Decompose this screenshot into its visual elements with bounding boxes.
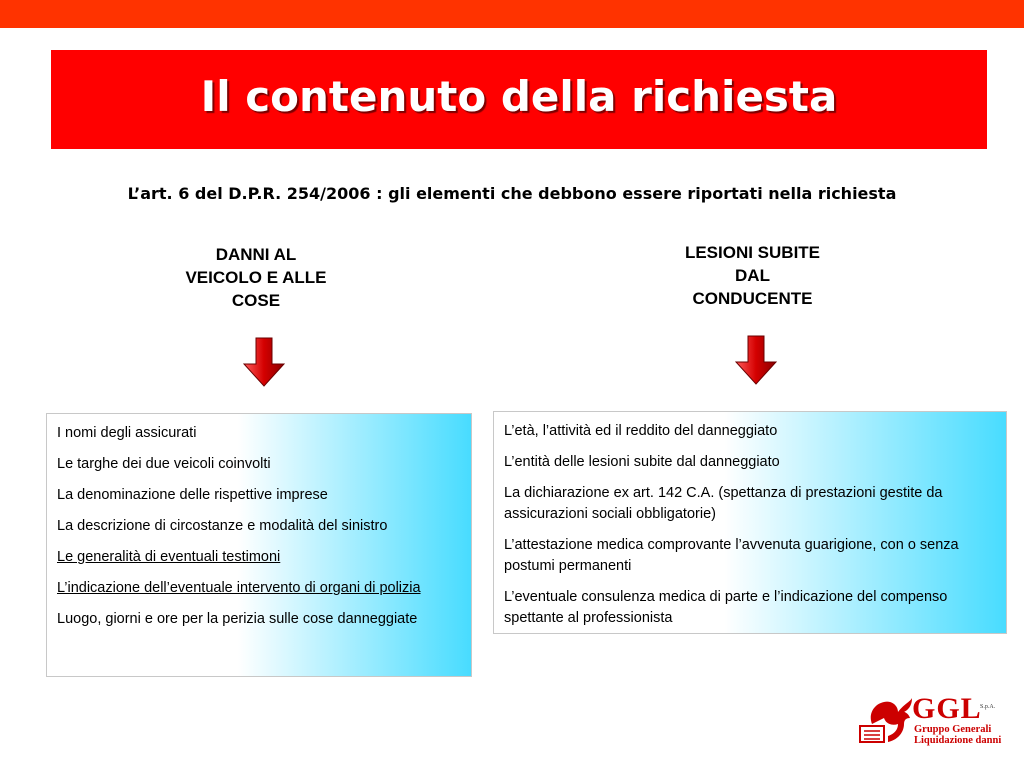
list-item: L’entità delle lesioni subite dal danneggiato (504, 454, 780, 470)
heading-line: LESIONI SUBITE (684, 243, 821, 262)
heading-line: CONDUCENTE (692, 289, 813, 308)
list-item: Le generalità di eventuali testimoni (57, 549, 281, 565)
left-elements-box (46, 413, 472, 677)
down-arrow-icon (243, 337, 285, 387)
down-arrow-icon (735, 335, 777, 385)
logo-mark: GGL (912, 692, 982, 725)
list-item: Luogo, giorni e ore per la perizia sulle cose danneggiate (57, 611, 418, 627)
ggl-logo (858, 692, 1004, 748)
logo-line-1: Gruppo Generali (914, 724, 992, 735)
list-item: La descrizione di circostanze e modalità del sinistro (57, 518, 388, 534)
list-item: L’indicazione dell’eventuale intervento di organi di polizia (57, 580, 421, 596)
list-item: La dichiarazione ex art. 142 C.A. (spettanza di prestazioni gestite da assicurazioni sociali obbligatorie) (504, 485, 943, 522)
heading-line: COSE (231, 291, 281, 310)
heading-line: VEICOLO E ALLE (185, 268, 327, 287)
list-item: L’eventuale consulenza medica di parte e l’indicazione del compenso spettante al professionista (504, 589, 948, 626)
list-item: La denominazione delle rispettive imprese (57, 487, 328, 503)
heading-line: DAL (735, 266, 770, 285)
slide-subtitle: L’art. 6 del D.P.R. 254/2006 : gli elementi che debbono essere riportati nella richiesta (127, 184, 897, 203)
right-elements-box (493, 411, 1007, 634)
list-item: L’età, l’attività ed il reddito del danneggiato (504, 423, 778, 439)
slide-title: Il contenuto della richiesta (200, 72, 838, 121)
title-banner (51, 50, 987, 149)
logo-suffix: S.p.A. (980, 704, 996, 710)
logo-line-2: Liquidazione danni (914, 735, 1002, 746)
heading-line: DANNI AL (215, 245, 297, 264)
top-accent-stripe (0, 0, 1024, 28)
right-column-heading (660, 241, 845, 310)
list-item: Le targhe dei due veicoli coinvolti (57, 456, 271, 472)
list-item: I nomi degli assicurati (57, 425, 197, 441)
list-item: L’attestazione medica comprovante l’avvenuta guarigione, con o senza postumi permanenti (504, 537, 959, 574)
left-column-heading (170, 243, 342, 312)
lion-emblem-icon (858, 696, 914, 746)
